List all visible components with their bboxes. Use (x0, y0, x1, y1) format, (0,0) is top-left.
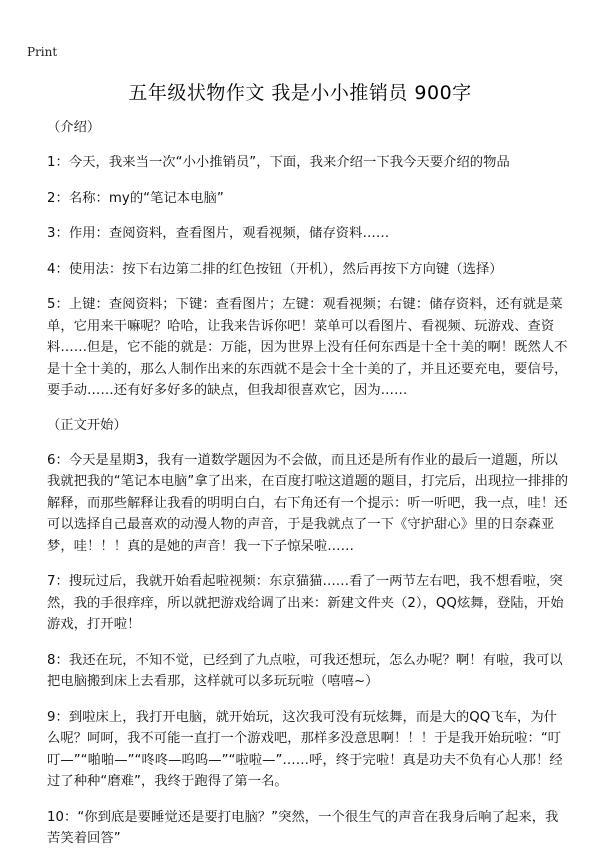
intro-paragraph-4: 4：使用法：按下右边第二排的红色按钮（开机），然后再按下方向键（选择） (47, 261, 503, 277)
body-paragraph-6: 6：今天是星期3，我有一道数学题因为不会做，而且还是所有作业的最后一道题，所以我就把我的“笔记本电脑”拿了出来，在百度打啦这道题的题目，打完后，出现拉一排排的解释，而那些解释让我看的明明白白，右下角还有一个提示：听一听吧，我一点，哇！还可以选择自己最喜欢的动漫人物的声音，于是我就点了一下《守护甜心》里的日奈森亚梦，哇！！！真的是她的声音！我一下子惊呆啦…… (47, 452, 569, 554)
article-content (47, 118, 569, 864)
body-section-label: （正文开始） (47, 417, 127, 433)
body-paragraph-7: 7：搜玩过后，我就开始看起啦视频：东京猫猫……看了一两节左右吧，我不想看啦，突然，我的手很痒痒，所以就把游戏给调了出来：新建文件夹（2），QQ炫舞，登陆，开始游戏，打开啦！ (47, 574, 564, 632)
intro-paragraph-1: 1：今天，我来当一次“小小推销员”，下面，我来介绍一下我今天要介绍的物品 (47, 155, 510, 170)
intro-paragraph-2: 2：名称：my的“笔记本电脑” (47, 190, 224, 206)
body-paragraph-10: 10：“你到底是要睡觉还是要打电脑？”突然，一个很生气的声音在我身后响了起来，我苦笑着回答” (47, 809, 559, 846)
intro-paragraph-3: 3：作用：查阅资料，查看图片，观看视频，储存资料…… (47, 226, 390, 241)
intro-section-label: （介绍） (47, 120, 101, 135)
body-paragraph-8: 8：我还在玩，不知不觉，已经到了九点啦，可我还想玩，怎么办呢？啊！有啦，我可以把电脑搬到床上去看那，这样就可以多玩玩啦（嘻嘻~） (47, 652, 563, 689)
print-link[interactable]: Print (27, 45, 58, 59)
body-paragraph-9: 9：到啦床上，我打开电脑，就开始玩，这次我可没有玩炫舞，而是大的QQ飞车，为什么呢？呵呵，我不可能一直打一个游戏吧，那样多没意思啊！！！于是我开始玩啦：“叮叮—”“啪啪—”“咚咚—呜呜—”“啦啦—”……呼，终于完啦！真是功夫不负有心人那！经过了种种“磨难”，我终于跑得了第一名。 (47, 709, 563, 789)
intro-paragraph-5: 5：上键：查阅资料；下键：查看图片；左键：观看视频；右键：储存资料，还有就是菜单，它用来干嘛呢？哈哈，让我来告诉你吧！菜单可以看图片、看视频、玩游戏、查资料……但是，它不能的就是：万能，因为世界上没有任何东西是十全十美的啊！既然人不是十全十美的，那么人制作出来的东西就不是会十全十美的了，并且还要充电，要信号，要手动……还有好多好多的缺点，但我却很喜欢它，因为…… (47, 297, 568, 398)
article-title: 五年级状物作文 我是小小推销员 900字 (128, 82, 472, 104)
